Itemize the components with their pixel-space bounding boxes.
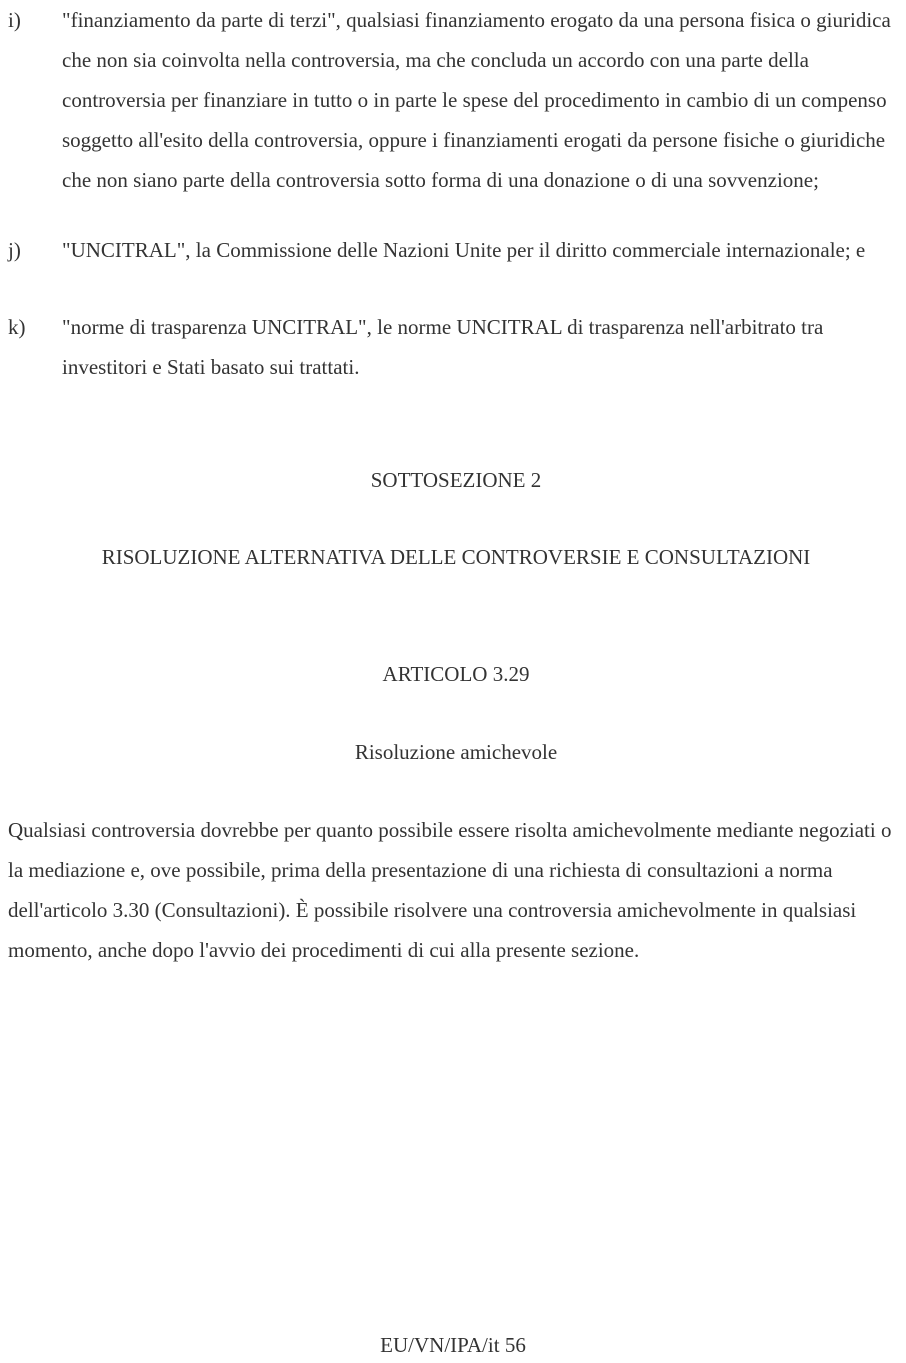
- definition-item-j: [8, 230, 904, 270]
- body-paragraph: Qualsiasi controversia dovrebbe per quanto possibile essere risolta amichevolmente mediante negoziati o la mediazione e, ove possibile, prima della presentazione di una richiesta di consultazioni a norma dell'articolo 3.30 (Consultazioni). È possibile risolvere una controversia amichevolmente in qualsiasi momento, anche dopo l'avvio dei procedimenti di cui alla presente sezione.: [8, 818, 892, 962]
- definition-label-k: k): [8, 315, 26, 339]
- definition-text-j: "UNCITRAL", la Commissione delle Nazioni Unite per il diritto commerciale internazionale; e: [62, 238, 866, 262]
- subsection-heading: SOTTOSEZIONE 2: [370, 468, 542, 492]
- definition-text-i: "finanziamento da parte di terzi", qualsiasi finanziamento erogato da una persona fisica o giuridica che non sia coinvolta nella controversia, ma che concluda un accordo con una parte della controversia per finanziare in tutto o in parte le spese del procedimento in cambio di un compenso soggetto all'esito della controversia, oppure i finanziamenti erogati da persone fisiche o giuridiche che non siano parte della controversia sotto forma di una donazione o di una sovvenzione;: [62, 8, 891, 192]
- definitions-list: [8, 0, 904, 387]
- subsection-title: RISOLUZIONE ALTERNATIVA DELLE CONTROVERSIE E CONSULTAZIONI: [101, 545, 811, 569]
- page-footer: EU/VN/IPA/it 56: [380, 1333, 526, 1357]
- definition-text-k: "norme di trasparenza UNCITRAL", le norme UNCITRAL di trasparenza nell'arbitrato tra investitori e Stati basato sui trattati.: [62, 315, 824, 379]
- article-heading: ARTICOLO 3.29: [382, 662, 530, 686]
- article-title: Risoluzione amichevole: [354, 740, 558, 764]
- definition-item-k: [8, 307, 904, 387]
- definition-label-i: i): [8, 8, 21, 32]
- definition-label-j: j): [8, 238, 21, 262]
- definition-item-i: [8, 0, 904, 200]
